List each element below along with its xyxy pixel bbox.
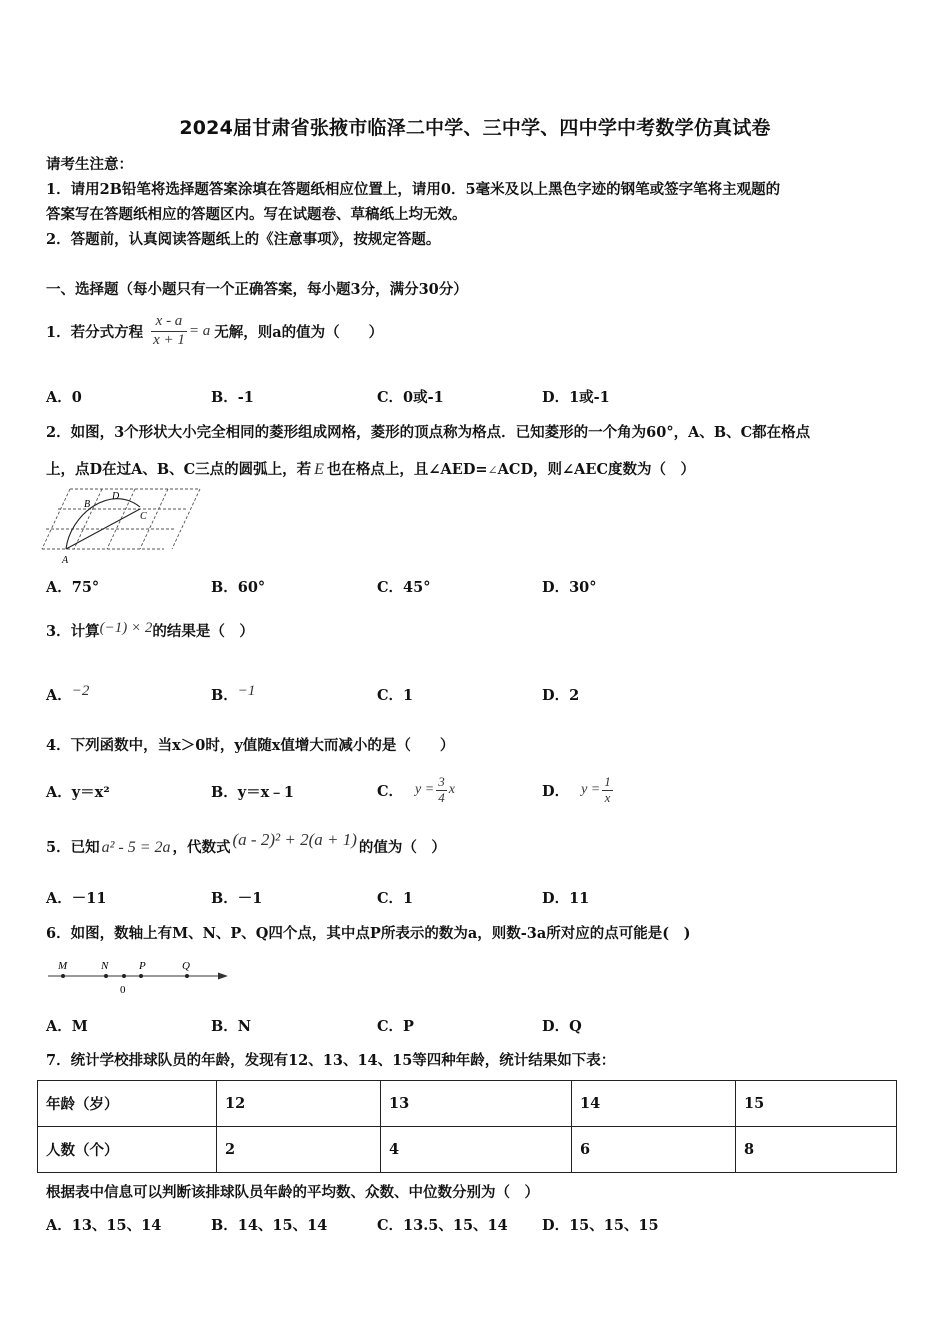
q4-option-c-y: y = (415, 782, 435, 797)
q4-option-a[interactable]: A．y＝x² (46, 784, 110, 801)
q5-prefix: 5．已知 (46, 839, 100, 856)
label-b: B (84, 499, 91, 510)
q4-option-d-num: 1 (604, 773, 611, 789)
table-cell: 15 (736, 1081, 897, 1127)
table-cell: 2 (217, 1127, 381, 1173)
question-3 (46, 620, 254, 641)
q2-angle-symbol: ∠ (487, 463, 498, 477)
notice-line-1b: 答案写在答题纸相应的答题区内。写在试题卷、草稿纸上均无效。 (46, 206, 467, 223)
q4-option-d-den: x (604, 789, 611, 805)
label-c: C (140, 511, 147, 522)
q1-option-a[interactable]: A．0 (46, 389, 82, 406)
table-cell: 年龄（岁） (38, 1081, 217, 1127)
q2-option-d[interactable]: D．30° (542, 579, 597, 596)
q3-option-d[interactable]: D．2 (542, 687, 580, 704)
number-line-figure (44, 954, 234, 998)
question-7: 7．统计学校排球队员的年龄，发现有12、13、14、15等四种年龄，统计结果如下表： (46, 1052, 616, 1069)
q3-option-c[interactable]: C．1 (377, 687, 414, 704)
table-cell: 4 (381, 1127, 572, 1173)
q1-option-d[interactable]: D．1或-1 (542, 389, 610, 406)
q3-expression: (−1) × 2 (99, 620, 153, 636)
q7-option-c[interactable]: C．13.5、15、14 (377, 1217, 508, 1234)
question-5 (46, 830, 446, 857)
label-zero: 0 (120, 984, 126, 996)
q3-option-a[interactable] (46, 684, 89, 705)
number-line-arrow (218, 973, 228, 980)
q1-denominator: x + 1 (153, 331, 185, 348)
q4-option-d-y: y = (581, 782, 601, 797)
q5-condition: a² - 5 = 2a (101, 839, 171, 856)
question-4: 4．下列函数中，当x＞0时，y值随x值增大而减小的是（ ） (46, 737, 455, 754)
q4-option-c-den: 4 (438, 789, 445, 805)
question-6: 6．如图，数轴上有M、N、P、Q四个点，其中点P所表示的数为a，则数-3a所对应的点可能是( ) (46, 925, 691, 942)
q4-option-c-x: x (448, 782, 455, 797)
q4-option-d[interactable] (542, 768, 613, 812)
label-n: N (101, 960, 109, 972)
q3-option-b-value: −1 (237, 683, 256, 699)
label-p: P (139, 960, 146, 972)
q2-line-1: 2．如图，3个形状大小完全相同的菱形组成网格，菱形的顶点称为格点．已知菱形的一个角为60°，A、B、C都在格点 (46, 424, 811, 441)
q4-option-d-label: D． (542, 782, 570, 800)
q2-line-2c: ACD，则∠AEC度数为（ ） (497, 461, 696, 478)
rhombus-grid-figure (40, 485, 205, 565)
q7-option-a[interactable]: A．13、15、14 (46, 1217, 162, 1234)
q5-option-d[interactable]: D．11 (542, 890, 590, 907)
q2-option-a[interactable]: A．75° (46, 579, 100, 596)
q1-prefix: 1．若分式方程 (46, 323, 144, 341)
q3-option-a-label: A． (46, 687, 72, 704)
q5-expression: (a - 2)² + 2(a + 1) (232, 830, 357, 849)
q4-option-c-label: C． (377, 782, 404, 800)
age-stats-table (37, 1080, 897, 1173)
label-m: M (58, 960, 68, 972)
grid-diag-5 (172, 489, 200, 549)
table-cell: 12 (217, 1081, 381, 1127)
section-heading: 一、选择题（每小题只有一个正确答案，每小题3分，满分30分） (46, 281, 468, 298)
q1-numerator: x - a (151, 313, 187, 331)
grid-diag-2 (74, 489, 102, 549)
q7-option-d[interactable]: D．15、15、15 (542, 1217, 659, 1234)
q6-option-c[interactable]: C．P (377, 1018, 414, 1035)
table-row (38, 1127, 897, 1173)
circle-arc (66, 499, 140, 549)
q4-option-d-fraction (602, 775, 613, 806)
q3-option-a-value: −2 (71, 683, 90, 699)
q4-option-c[interactable] (377, 768, 455, 812)
notice-line-2: 2．答题前，认真阅读答题纸上的《注意事项》，按规定答题。 (46, 231, 441, 248)
q6-option-d[interactable]: D．Q (542, 1018, 582, 1035)
point-q (185, 974, 189, 978)
q2-e-symbol: E (314, 461, 324, 478)
page-title: 2024届甘肃省张掖市临泽二中学、三中学、四中学中考数学仿真试卷 (179, 117, 771, 139)
q3-prefix: 3．计算 (46, 623, 100, 640)
q3-option-b-label: B． (211, 687, 238, 704)
q4-option-c-fraction (436, 775, 447, 806)
q1-equals: = a (188, 322, 211, 339)
question-1 (46, 306, 383, 356)
q2-option-c[interactable]: C．45° (377, 579, 431, 596)
q5-option-a[interactable]: A．－11 (46, 890, 107, 907)
table-cell: 13 (381, 1081, 572, 1127)
table-cell: 14 (572, 1081, 736, 1127)
q5-option-b[interactable]: B．－1 (211, 890, 263, 907)
q2-line-2 (46, 458, 695, 479)
notice-line-1: 1．请用2B铅笔将选择题答案涂填在答题纸相应位置上，请用0．5毫米及以上黑色字迹的钢笔或签字笔将主观题的 (46, 181, 781, 198)
q1-fraction (151, 313, 187, 349)
table-row (38, 1081, 897, 1127)
q1-option-c[interactable]: C．0或-1 (377, 389, 444, 406)
notice-heading: 请考生注意： (46, 156, 133, 173)
point-n (104, 974, 108, 978)
table-cell: 人数（个） (38, 1127, 217, 1173)
q5-option-c[interactable]: C．1 (377, 890, 414, 907)
point-m (61, 974, 65, 978)
q6-option-b[interactable]: B．N (211, 1018, 252, 1035)
q3-suffix: 的结果是（ ） (152, 623, 254, 640)
grid-diag-1 (42, 489, 70, 549)
label-d: D (112, 491, 120, 502)
label-q: Q (182, 960, 190, 972)
q2-option-b[interactable]: B．60° (211, 579, 266, 596)
q5-middle: ，代数式 (172, 839, 231, 856)
point-zero (122, 974, 126, 978)
point-p (139, 974, 143, 978)
q5-suffix: 的值为（ ） (358, 839, 446, 856)
label-a: A (62, 555, 69, 565)
q1-option-b[interactable]: B．-1 (211, 389, 254, 406)
q3-option-b[interactable] (211, 684, 255, 705)
q7-option-b[interactable]: B．14、15、14 (211, 1217, 328, 1234)
q7-followup: 根据表中信息可以判断该排球队员年龄的平均数、众数、中位数分别为（ ） (46, 1184, 539, 1201)
table-cell: 8 (736, 1127, 897, 1173)
q4-option-b[interactable]: B．y＝x﹣1 (211, 784, 294, 801)
q4-option-c-num: 3 (438, 773, 445, 789)
q2-line-2a: 上，点D在过A、B、C三点的圆弧上，若 (46, 461, 312, 478)
q1-suffix: 无解，则a的值为（ ） (214, 323, 384, 341)
q2-line-2b: 也在格点上，且∠AED= (326, 461, 488, 478)
q6-option-a[interactable]: A．M (46, 1018, 88, 1035)
table-cell: 6 (572, 1127, 736, 1173)
